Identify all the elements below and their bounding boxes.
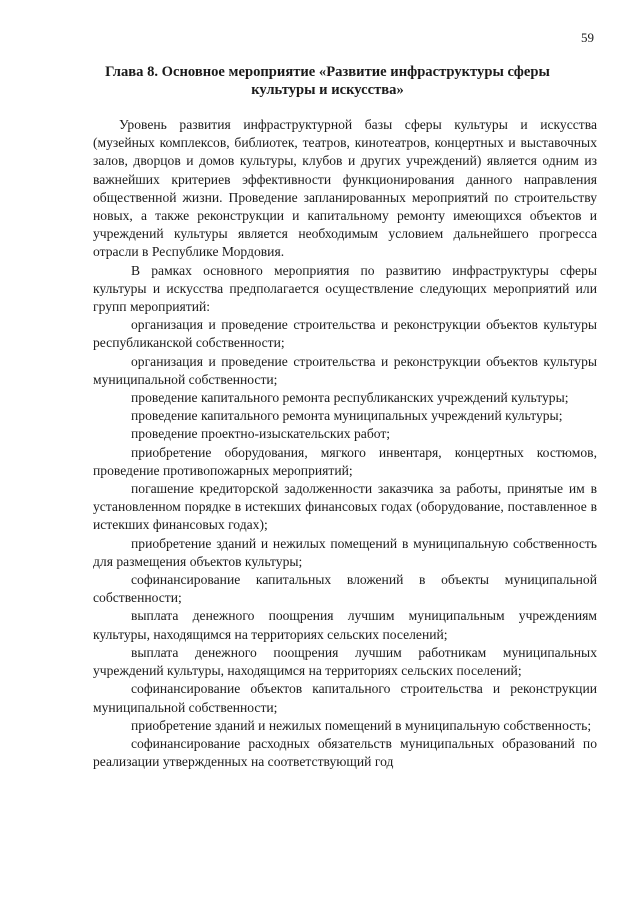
list-item: выплата денежного поощрения лучшим муниципальным учреждениям культуры, находящимся на территориях сельских поселений; [93,608,597,642]
chapter-title-line-2: культуры и искусства» [251,82,404,98]
paragraph: Уровень развития инфраструктурной базы сферы культуры и искусства (музейных комплексов, библиотек, театров, кинотеатров, концертных и выставочных залов, дворцов и домов культуры, клубов и других учреждений) является одним из важнейших критериев эффективности функционирования данного направления общественной жизни. Проведение запланированных мероприятий по строительству новых, а также реконструкции и капитальному ремонту имеющихся объектов и учреждений культуры является необходимым условием дальнейшего прогресса отрасли в Республике Мордовия. [93,117,597,260]
list-item: приобретение зданий и нежилых помещений в муниципальную собственность; [131,717,592,733]
list-item: проведение капитального ремонта муниципальных учреждений культуры; [131,408,563,424]
body-text [93,116,597,771]
list-item: приобретение зданий и нежилых помещений в муниципальную собственность для размещения объектов культуры; [93,535,597,569]
list-item: погашение кредиторской задолженности заказчика за работы, принятые им в установленном порядке в истекших финансовых годах (оборудование, поставленное в истекших финансовых годах); [93,481,597,533]
list-item: организация и проведение строительства и реконструкции объектов культуры республиканской собственности; [93,317,597,351]
list-item: софинансирование объектов капитального строительства и реконструкции муниципальной собственности; [93,681,597,715]
page-number: 59 [581,30,594,45]
list-item: проведение проектно-изыскательских работ; [131,426,391,442]
chapter-title-line-1: Глава 8. Основное мероприятие «Развитие инфраструктуры сферы [105,64,550,80]
list-item: организация и проведение строительства и реконструкции объектов культуры муниципальной собственности; [93,353,597,387]
list-item: проведение капитального ремонта республиканских учреждений культуры; [131,390,569,406]
list-item: софинансирование капитальных вложений в объекты муниципальной собственности; [93,572,597,606]
list-item: софинансирование расходных обязательств муниципальных образований по реализации утвержденных на соответствующий год [93,735,597,770]
chapter-title [60,63,595,99]
paragraph: В рамках основного мероприятия по развитию инфраструктуры сферы культуры и искусства предполагается осуществление следующих мероприятий или групп мероприятий: [93,262,597,315]
list-item: приобретение оборудования, мягкого инвентаря, концертных костюмов, проведение противопожарных мероприятий; [93,444,597,478]
list-item: выплата денежного поощрения лучшим работникам муниципальных учреждений культуры, находящимся на территориях сельских поселений; [93,644,597,679]
